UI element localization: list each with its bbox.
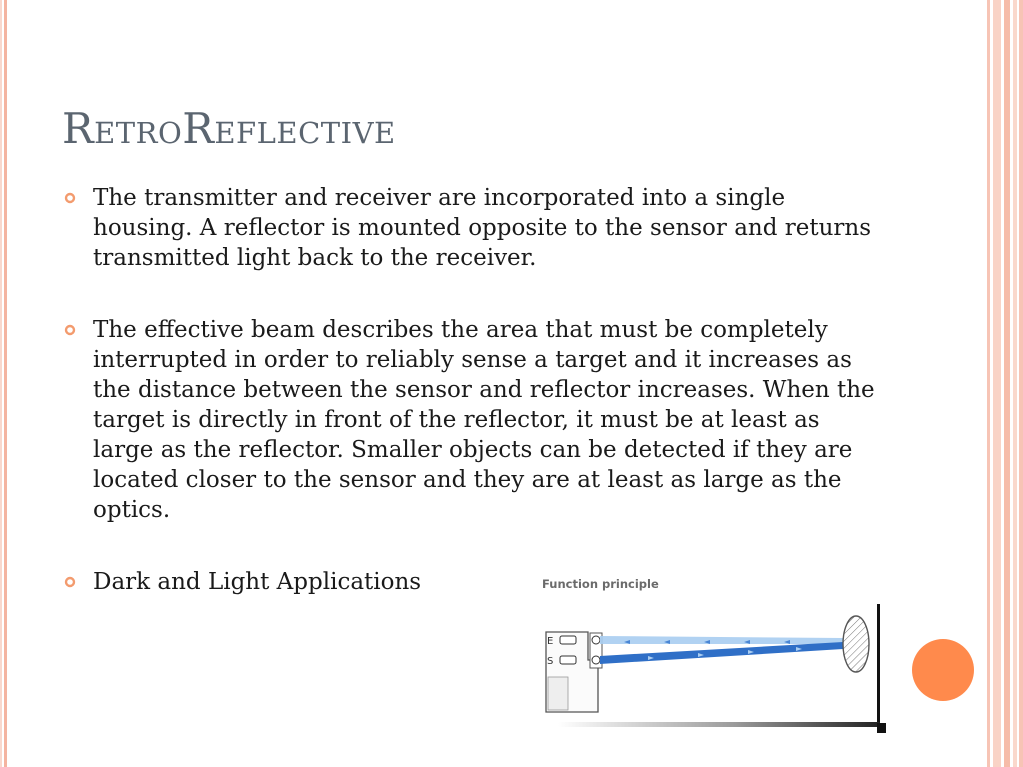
accent-circle xyxy=(912,639,974,701)
bullet-circle-icon xyxy=(64,324,76,336)
mounting-pole xyxy=(877,604,880,728)
retroreflective-diagram xyxy=(538,572,894,738)
bullet-text: Dark and Light Applications xyxy=(93,569,422,595)
left-border-decoration xyxy=(0,0,10,767)
bullet-item xyxy=(62,567,563,597)
sender-label: S xyxy=(547,656,554,667)
function-principle-figure xyxy=(538,572,894,738)
sensor-housing xyxy=(546,632,602,712)
figure-caption: Function principle xyxy=(542,577,659,591)
bullet-circle-icon xyxy=(64,576,76,588)
bullet-item xyxy=(62,183,882,273)
bullet-list xyxy=(62,183,882,597)
slide-title: RetroReflective xyxy=(62,104,396,153)
floor-line xyxy=(558,722,880,727)
reflector xyxy=(843,616,869,672)
return-beam xyxy=(600,636,843,644)
emitter-label: E xyxy=(547,636,554,647)
pole-base xyxy=(877,723,886,733)
right-border-decoration xyxy=(987,0,1023,767)
bullet-item xyxy=(62,315,882,525)
bullet-text: The transmitter and receiver are incorporated into a single housing. A reflector is mounted opposite to the sensor and returns transmitted light back to the receiver. xyxy=(93,185,872,271)
bullet-text: The effective beam describes the area that must be completely interrupted in order to reliably sense a target and it increases as the distance between the sensor and reflector increases. When the target is directly in front of the reflector, it must be at least as large as the reflector. Smaller objects can be detected if they are located closer to the sensor and they are at least as large as the optics. xyxy=(93,317,875,523)
bullet-circle-icon xyxy=(64,192,76,204)
transmitted-beam xyxy=(600,642,843,664)
